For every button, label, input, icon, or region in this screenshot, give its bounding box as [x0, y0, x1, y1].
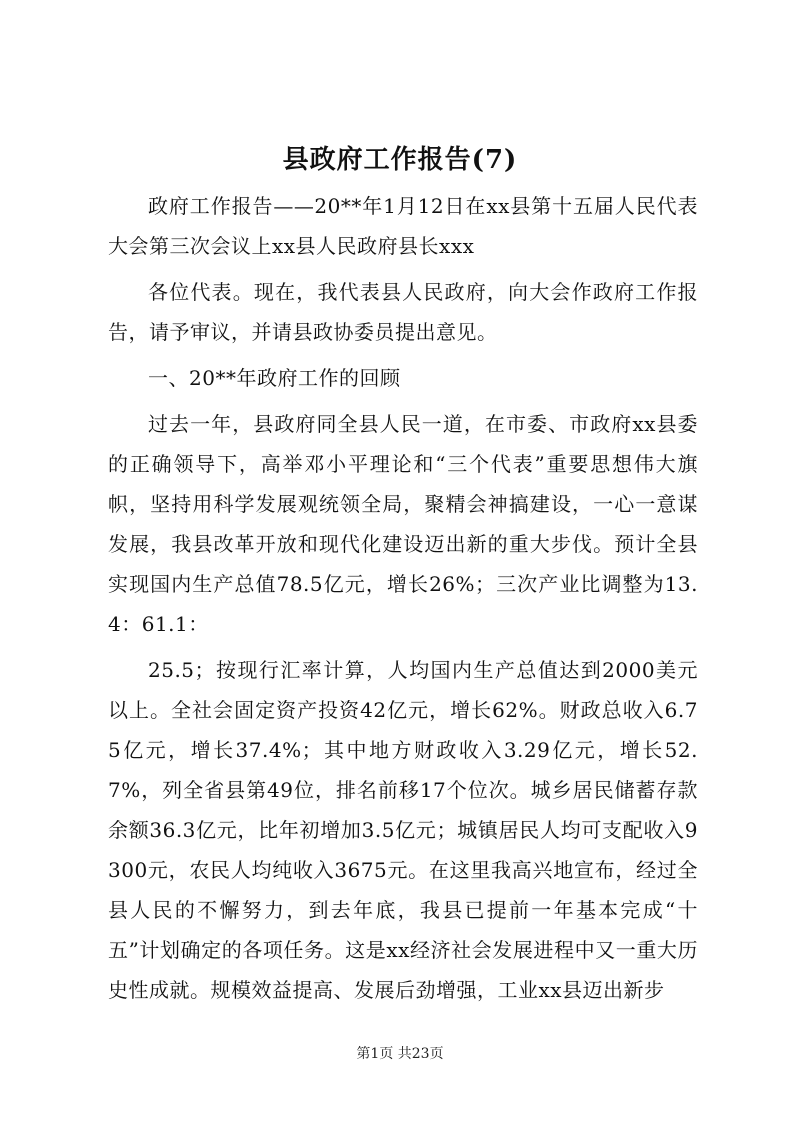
- page-footer: 第1页 共23页: [356, 1046, 444, 1062]
- section-heading: 一、20**年政府工作的回顾: [148, 366, 401, 390]
- paragraph-greeting: 各位代表。现在，我代表县人民政府，向大会作政府工作报告，请予审议，并请县政协委员提出意见。: [108, 280, 698, 344]
- paragraph-statistics: 25.5；按现行汇率计算，人均国内生产总值达到2000美元以上。全社会固定资产投资42亿元，增长62%。财政总收入6.75亿元，增长37.4%；其中地方财政收入3.29亿元，增长52.7%，列全省县第49位，排名前移17个位次。城乡居民储蓄存款余额36.3亿元，比年初增加3.5亿元；城镇居民人均可支配收入9300元，农民人均纯收入3675元。在这里我高兴地宣布，经过全县人民的不懈努力，到去年底，我县已提前一年基本完成“十五”计划确定的各项任务。这是xx经济社会发展进程中又一重大历史性成就。规模效益提高、发展后劲增强，工业xx县迈出新步: [108, 658, 698, 1002]
- paragraph-intro: 政府工作报告——20**年1月12日在xx县第十五届人民代表大会第三次会议上xx县人民政府县长xxx: [108, 194, 698, 258]
- document-body: [108, 186, 698, 1016]
- paragraph-review: 过去一年，县政府同全县人民一道，在市委、市政府xx县委的正确领导下，高举邓小平理论和“三个代表”重要思想伟大旗帜，坚持用科学发展观统领全局，聚精会神搞建设，一心一意谋发展，我县改革开放和现代化建设迈出新的重大步伐。预计全县实现国内生产总值78.5亿元，增长26%；三次产业比调整为13.4：61.1：: [108, 412, 698, 636]
- page-title: 县政府工作报告(7): [282, 145, 518, 175]
